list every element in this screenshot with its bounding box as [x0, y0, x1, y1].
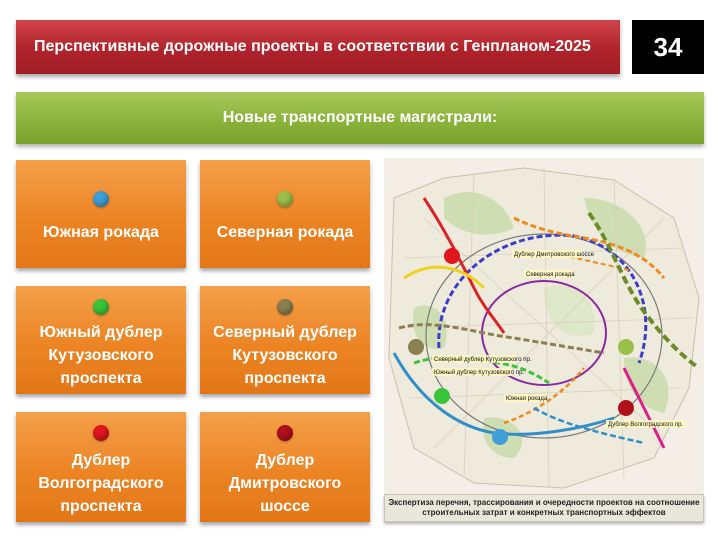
- map-label-volgogradsky: Дублер Волгоградского пр.: [608, 422, 684, 428]
- marker-dot: [93, 191, 109, 207]
- map-label-south-rokada: Южная рокада: [506, 396, 548, 402]
- marker-dot: [277, 425, 293, 441]
- card-south-rokada: [16, 160, 186, 268]
- map-marker-olive: [408, 339, 424, 355]
- card-dmitrovskoe-duplicate: [200, 412, 370, 522]
- map-marker-red: [444, 248, 460, 264]
- map-label-north-kutuzovsky: Северный дублер Кутузовского пр.: [434, 357, 532, 363]
- section-title: Новые транспортные магистрали:: [222, 109, 498, 126]
- card-label: Дублер Волгоградского проспекта: [38, 451, 164, 515]
- card-label: Северный дублер Кутузовского проспекта: [213, 323, 357, 387]
- card-north-kutuzovsky-duplicate: [200, 286, 370, 394]
- map-marker-light-green: [618, 339, 634, 355]
- map-marker-green: [434, 388, 450, 404]
- card-north-rokada: [200, 160, 370, 268]
- card-label: Дублер Дмитровского шоссе: [228, 451, 342, 515]
- marker-dot: [93, 299, 109, 315]
- map-label-dmitrovskoe: Дублер Дмитровского шоссе: [514, 252, 594, 258]
- title-bar: [16, 20, 620, 74]
- map-marker-dark-red: [618, 400, 634, 416]
- card-volgogradsky-duplicate: [16, 412, 186, 522]
- marker-dot: [277, 299, 293, 315]
- page-title: Перспективные дорожные проекты в соответствии с Генпланом-2025: [34, 38, 591, 55]
- marker-dot: [93, 425, 109, 441]
- section-header: [16, 92, 704, 144]
- marker-dot: [277, 191, 293, 207]
- card-south-kutuzovsky-duplicate: [16, 286, 186, 394]
- slide-number: 34: [632, 20, 704, 74]
- map-svg: [384, 158, 704, 494]
- map-caption: Экспертиза перечня, трассирования и очередности проектов на соотношение строительных затрат и конкретных транспортных эффектов: [384, 494, 704, 522]
- map-label-south-kutuzovsky: Южный дублер Кутузовского пр.: [434, 370, 525, 376]
- map-label-north-rokada: Северная рокада: [526, 272, 575, 278]
- map-marker-blue: [492, 429, 508, 445]
- road-projects-map: [384, 158, 704, 494]
- card-label: Южная рокада: [43, 223, 159, 241]
- card-label: Северная рокада: [216, 223, 354, 241]
- card-label: Южный дублер Кутузовского проспекта: [39, 323, 163, 387]
